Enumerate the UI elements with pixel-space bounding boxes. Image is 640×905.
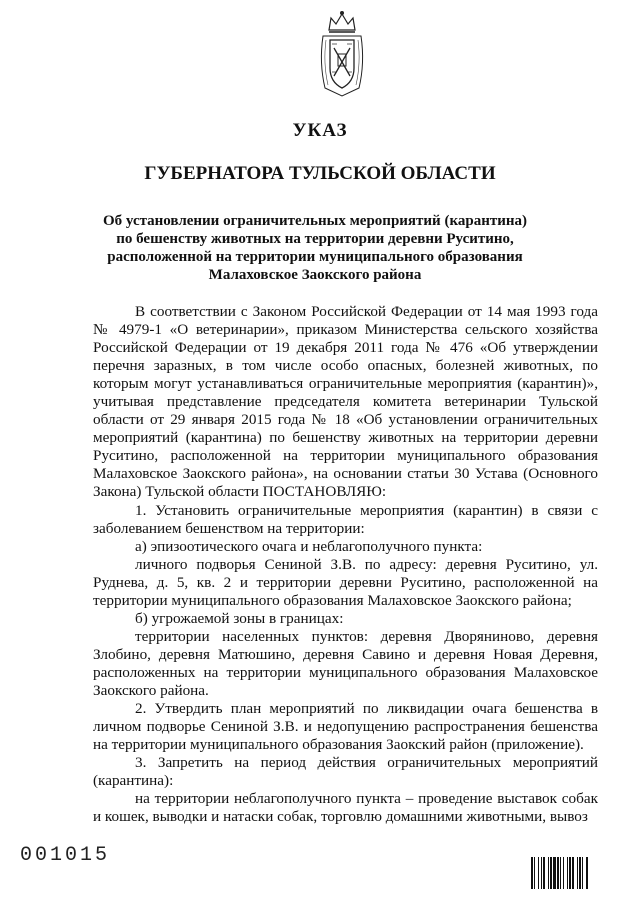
subject-line: по бешенству животных на территории деревни Руситино, <box>116 231 514 247</box>
coat-of-arms-icon <box>317 8 367 100</box>
barcode-icon <box>531 857 621 889</box>
subject-line: Малаховское Заокского района <box>208 267 422 283</box>
document-type-title: УКАЗ <box>292 120 348 141</box>
body-paragraph: 1. Установить ограничительные мероприятия (карантин) в связи с заболеванием бешенством на территории: <box>93 501 598 537</box>
subject-line: расположенной на территории муниципального образования <box>107 249 523 265</box>
body-paragraph: 2. Утвердить план мероприятий по ликвидации очага бешенства в личном подворье Сениной З.В. и недопущению распространения бешенства на территории муниципального образования Заокский район (приложение). <box>93 700 598 754</box>
decree-subject <box>60 212 570 284</box>
subject-line: Об установлении ограничительных мероприятий (карантина) <box>102 213 527 229</box>
body-paragraph: на территории неблагополучного пункта – проведение выставок собак и кошек, выводки и натаски собак, торговлю домашними животными, вывоз <box>93 790 598 826</box>
body-paragraph: 3. Запретить на период действия ограничительных мероприятий (карантина): <box>93 754 598 790</box>
document-serial-number: 001015 <box>20 844 111 867</box>
body-paragraph: а) эпизоотического очага и неблагополучного пункта: <box>135 537 483 555</box>
body-paragraph: личного подворья Сениной З.В. по адресу: деревня Руситино, ул. Руднева, д. 5, кв. 2 и территории деревни Руситино, расположенной на территории муниципального образования Малаховское Заокского района; <box>93 555 598 609</box>
issuer-title: ГУБЕРНАТОРА ТУЛЬСКОЙ ОБЛАСТИ <box>144 163 496 184</box>
body-paragraph: б) угрожаемой зоны в границах: <box>135 609 344 627</box>
body-paragraph: В соответствии с Законом Российской Федерации от 14 мая 1993 года № 4979-1 «О ветеринарии», приказом Министерства сельского хозяйства Российской Федерации от 19 декабря 2011 года № 476 «Об утверждении перечня заразных, в том числе особо опасных, болезней животных, по которым могут устанавливаться ограничительные мероприятия (карантин)», учитывая представление председателя комитета ветеринарии Тульской области от 29 января 2015 года № 18 «Об установлении ограничительных мероприятий (карантина) по бешенству животных на территории деревни Руситино, расположенной на территории муниципального образования Малаховское Заокского района», на основании статьи 30 Устава (Основного Закона) Тульской области ПОСТАНОВЛЯЮ: <box>93 303 598 501</box>
decree-body <box>93 303 598 826</box>
body-paragraph: территории населенных пунктов: деревня Дворяниново, деревня Злобино, деревня Матюшино, деревня Савино и деревня Новая Деревня, расположенных на территории муниципального образования Малаховское Заокского района. <box>93 627 598 699</box>
